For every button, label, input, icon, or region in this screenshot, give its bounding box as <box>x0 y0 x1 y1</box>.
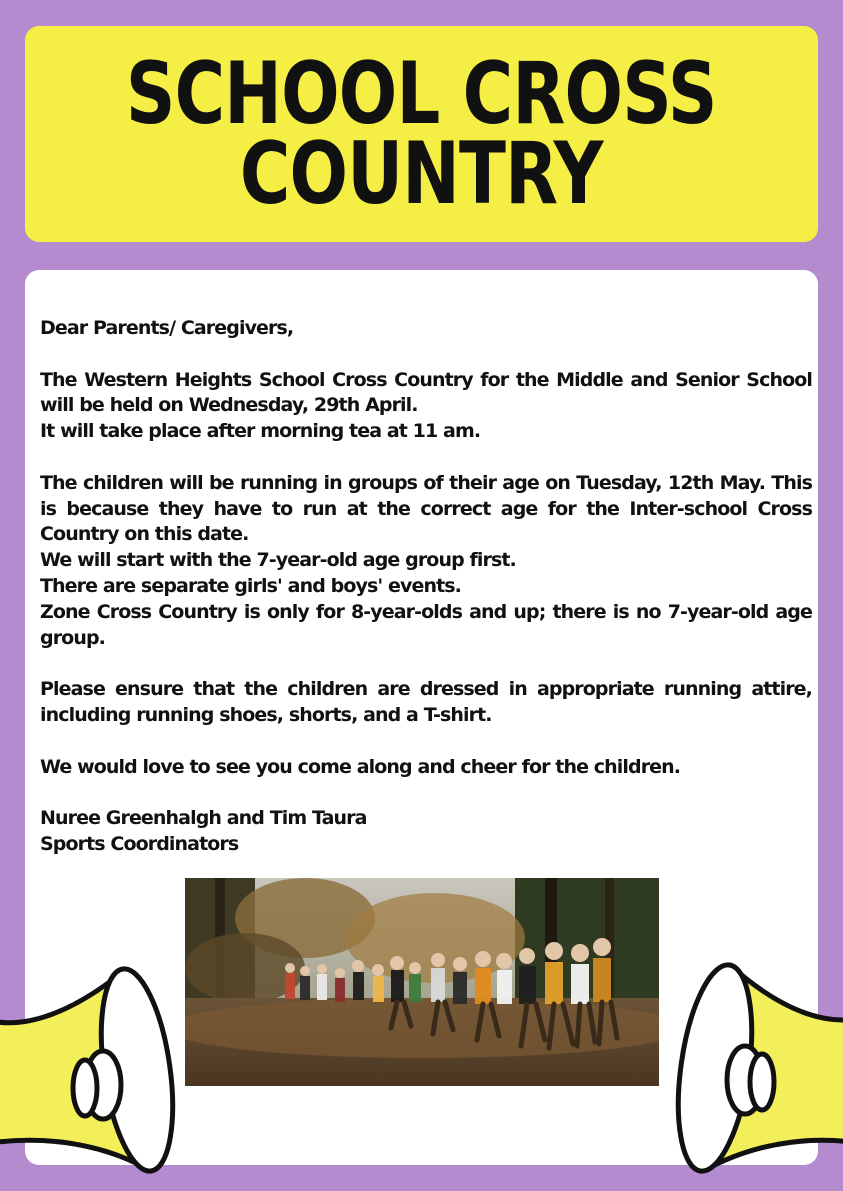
zone-cross-country-text: Zone Cross Country is only for 8-year-olds and up; there is no 7-year-old age group. <box>40 600 812 649</box>
signoff-role: Sports Coordinators <box>40 832 239 855</box>
age-groups-text: The children will be running in groups of their age on Tuesday, 12th May. This is because they have to run at the correct age for the Inter-school Cross Country on this date. <box>40 471 812 546</box>
title-line-1: SCHOOL CROSS <box>126 44 717 144</box>
event-time-text: It will take place after morning tea at 11 am. <box>40 420 481 443</box>
greeting: Dear Parents/ Caregivers, <box>40 317 294 339</box>
megaphone-icon <box>640 930 843 1180</box>
separate-events-text: There are separate girls' and boys' events. <box>40 574 462 597</box>
event-date-text: The Western Heights School Cross Country for the Middle and Senior School will be held on Wednesday, 29th April. <box>40 368 812 417</box>
paragraph-invitation: We would love to see you come along and cheer for the children. <box>40 755 681 778</box>
race-photo-image <box>185 878 659 1086</box>
paragraph-event-details <box>40 368 812 445</box>
letter-body <box>40 316 812 858</box>
title-line-2: COUNTRY <box>240 124 603 224</box>
signature-block <box>40 806 812 858</box>
page-title <box>126 44 717 224</box>
signoff-names: Nuree Greenhalgh and Tim Taura <box>40 807 367 830</box>
paragraph-attire: Please ensure that the children are dressed in appropriate running attire, including running shoes, shorts, and a T-shirt. <box>40 678 812 726</box>
title-panel <box>25 26 818 242</box>
race-photo <box>185 878 659 1086</box>
start-group-text: We will start with the 7-year-old age group first. <box>40 549 516 572</box>
paragraph-age-groups <box>40 471 812 652</box>
megaphone-icon <box>0 940 205 1180</box>
